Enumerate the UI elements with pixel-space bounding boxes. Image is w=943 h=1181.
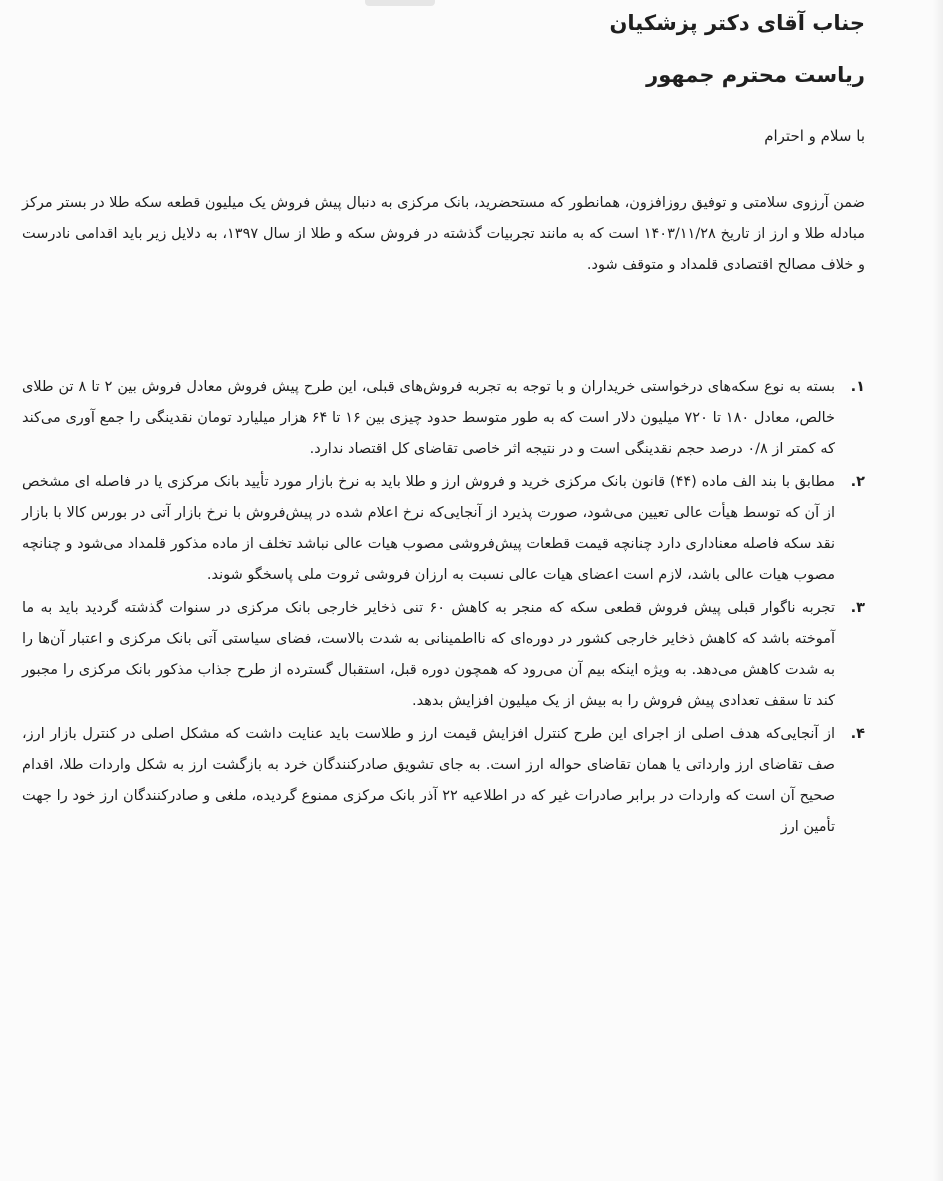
numbered-list bbox=[22, 372, 865, 845]
item-number: ۳. bbox=[850, 600, 865, 616]
scan-artifact bbox=[365, 0, 435, 6]
addressee-title: ریاست محترم جمهور bbox=[646, 63, 865, 87]
item-number: ۱. bbox=[850, 379, 865, 395]
letter-header bbox=[609, 8, 865, 90]
item-number: ۴. bbox=[850, 726, 865, 742]
page-edge-shadow bbox=[933, 0, 943, 1181]
item-number: ۲. bbox=[850, 474, 865, 490]
intro-paragraph: ضمن آرزوی سلامتی و توفیق روزافزون، همانطور که مستحضرید، بانک مرکزی به دنبال پیش فروش یک میلیون قطعه سکه طلا در بستر مرکز مبادله طلا و ارز از تاریخ ۱۴۰۳/۱۱/۲۸ است که به مانند تجربیات گذشته در فروش سکه و طلا از سال ۱۳۹۷، به دلایل زیر باید اقدامی نادرست و خلاف مصالح اقتصادی قلمداد و متوقف شود. bbox=[22, 195, 865, 273]
list-item bbox=[22, 467, 865, 591]
item-text: از آنجایی‌که هدف اصلی از اجرای این طرح کنترل افزایش قیمت ارز و طلاست باید عنایت داشت که مشکل اصلی در کنترل بازار ارز، صف تقاضای ارز وارداتی یا همان تقاضای حواله ارز است. به جای تشویق صادرکنندگان خرد به بازگشت ارز به شکل واردات طلا، اقدام صحیح آن است که واردات در برابر صادرات غیر که در اطلاعیه ۲۲ آذر بانک مرکزی ممنوع گردیده، ملغی و صادرکنندگان ارز خود را جهت تأمین ارز bbox=[22, 726, 836, 835]
item-text: مطابق با بند الف ماده (۴۴) قانون بانک مرکزی خرید و فروش ارز و طلا باید به نرخ بازار مورد تأیید بانک مرکزی یا در فاصله ای مشخص از آن که توسط هیأت عالی تعیین می‌شود، صورت پذیرد از آنجایی‌که نرخ اعلام شده در پیش‌فروش با نرخ بازار آتی در بورس کالا با بازار نقد سکه فاصله معناداری دارد چنانچه قیمت قطعات پیش‌فروشی مصوب هیات عالی نباشد تخلف از ماده مذکور قلمداد می‌شود و چنانچه مصوب هیات عالی باشد، لازم است اعضای هیات عالی نسبت به ارزان فروشی ثروت ملی پاسخگو شوند. bbox=[22, 474, 835, 583]
list-item bbox=[22, 593, 865, 717]
greeting: با سلام و احترام bbox=[764, 127, 865, 145]
addressee: جناب آقای دکتر پزشکیان bbox=[609, 11, 865, 35]
list-item bbox=[22, 372, 865, 465]
item-text: تجربه ناگوار قبلی پیش فروش قطعی سکه که منجر به کاهش ۶۰ تنی ذخایر خارجی بانک مرکزی در سنوات گذشته گردید باید به ما آموخته باشد که کاهش ذخایر خارجی کشور در دوره‌ای که نااطمینانی به شدت بالاست، فضای سیاستی آتی بانک مرکزی و اعتبار آن‌ها را به شدت کاهش می‌دهد. به ویژه اینکه بیم آن می‌رود که همچون دوره قبل، استقبال گسترده از طرح جذاب مذکور بانک مرکزی را مجبور کند تا سقف تعدادی پیش فروش را به بیش از یک میلیون افزایش بدهد. bbox=[22, 600, 836, 709]
item-text: بسته به نوع سکه‌های درخواستی خریداران و با توجه به تجربه فروش‌های قبلی، این طرح پیش فروش معادل فروش بین ۲ تا ۸ تن طلای خالص، معادل ۱۸۰ تا ۷۲۰ میلیون دلار است که به طور متوسط حدود چیزی بین ۱۶ تا ۶۴ هزار میلیارد تومان نقدینگی را جمع آوری می‌کند که کمتر از ۰/۸ درصد حجم نقدینگی است و در نتیجه اثر خاصی تقاضای کل اقتصاد ندارد. bbox=[22, 379, 836, 457]
list-item bbox=[22, 719, 865, 843]
